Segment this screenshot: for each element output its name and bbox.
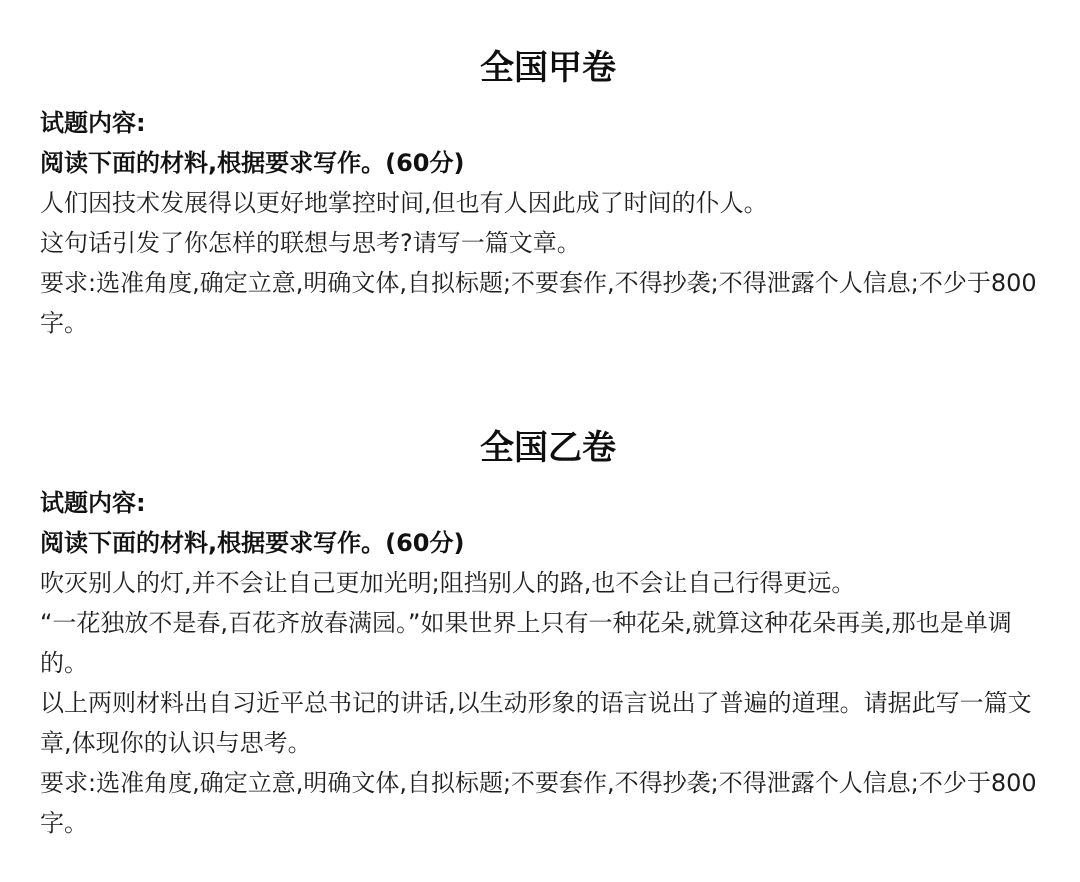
paper-a-prompt: 这句话引发了你怎样的联想与思考?请写一篇文章。	[40, 229, 581, 257]
section-paper-b	[40, 425, 1056, 843]
paper-b-requirements: 要求:选准角度,确定立意,明确文体,自拟标题;不要套作,不得抄袭;不得泄露个人信息;不少于800字。	[40, 769, 1037, 837]
paper-b-prompt: 以上两则材料出自习近平总书记的讲话,以生动形象的语言说出了普遍的道理。请据此写一篇文章,体现你的认识与思考。	[40, 689, 1032, 757]
exam-paper-document	[40, 45, 1056, 843]
paper-a-title: 全国甲卷	[480, 48, 616, 88]
paper-b-material-2: “一花独放不是春,百花齐放春满园。”如果世界上只有一种花朵,就算这种花朵再美,那也是单调的。	[40, 609, 1012, 677]
paper-b-material-1: 吹灭别人的灯,并不会让自己更加光明;阻挡别人的路,也不会让自己行得更远。	[40, 569, 856, 597]
paper-b-instruction: 阅读下面的材料,根据要求写作。(60分)	[40, 529, 465, 557]
paper-a-requirements: 要求:选准角度,确定立意,明确文体,自拟标题;不要套作,不得抄袭;不得泄露个人信息;不少于800字。	[40, 269, 1037, 337]
paper-b-content-label: 试题内容:	[40, 489, 146, 517]
paper-a-material-1: 人们因技术发展得以更好地掌控时间,但也有人因此成了时间的仆人。	[40, 189, 768, 217]
section-paper-a	[40, 45, 1056, 343]
paper-b-title: 全国乙卷	[480, 428, 616, 468]
paper-a-instruction: 阅读下面的材料,根据要求写作。(60分)	[40, 149, 465, 177]
paper-a-content-label: 试题内容:	[40, 109, 146, 137]
